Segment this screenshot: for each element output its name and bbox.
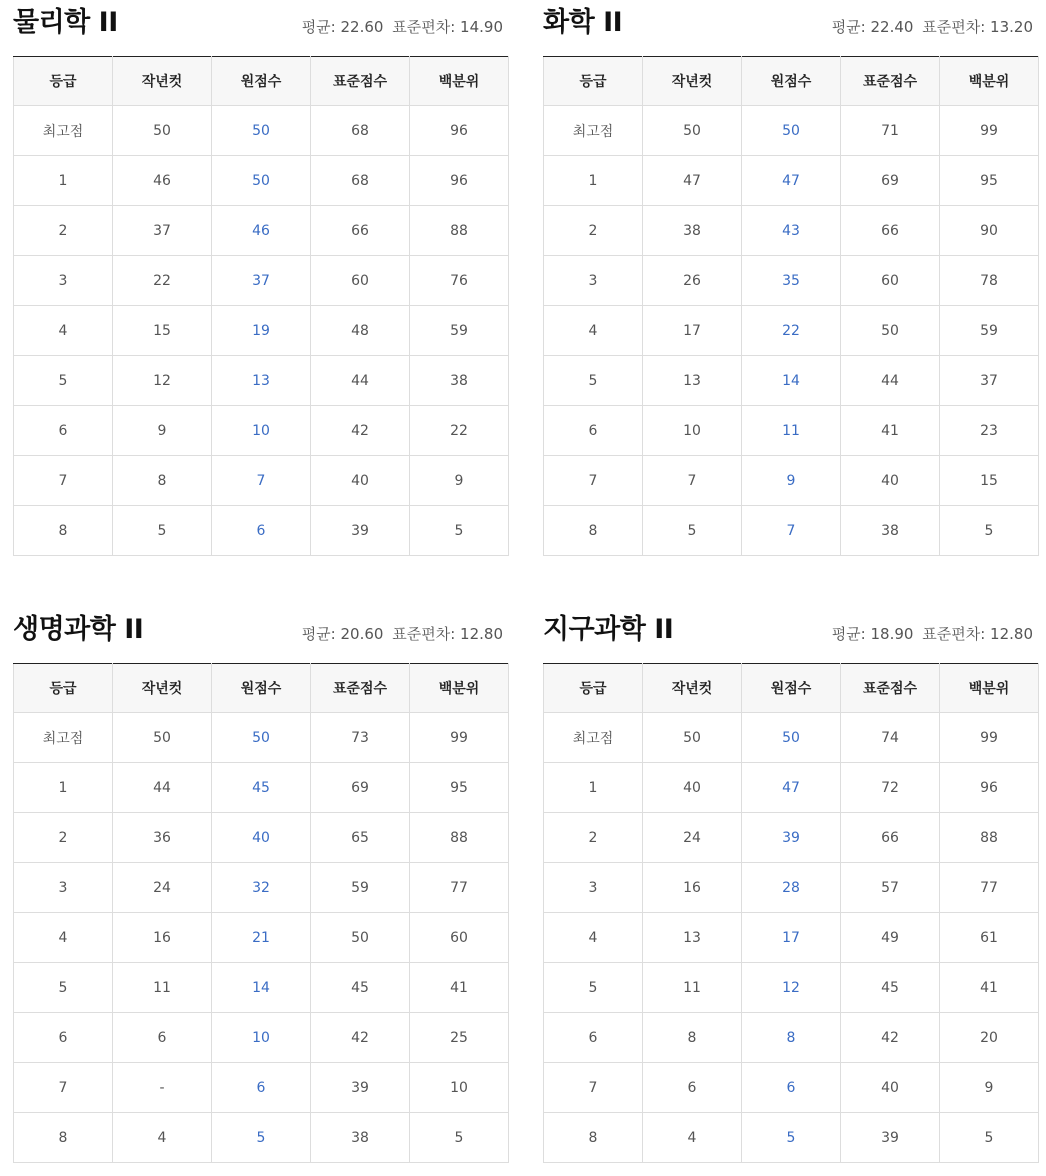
percentile-cell: 9 <box>410 456 509 506</box>
table-row <box>14 1113 509 1163</box>
raw-score-cell: 50 <box>212 156 311 206</box>
last-year-cut-cell: 5 <box>643 506 742 556</box>
percentile-cell: 77 <box>940 863 1039 913</box>
standard-score-cell: 71 <box>841 106 940 156</box>
grade-cell: 2 <box>544 813 643 863</box>
percentile-cell: 10 <box>410 1063 509 1113</box>
percentile-cell: 88 <box>410 813 509 863</box>
percentile-cell: 88 <box>940 813 1039 863</box>
percentile-cell: 78 <box>940 256 1039 306</box>
standard-score-cell: 40 <box>841 1063 940 1113</box>
percentile-cell: 96 <box>410 156 509 206</box>
standard-score-cell: 49 <box>841 913 940 963</box>
grade-table <box>13 663 509 1163</box>
column-header-raw-score: 원점수 <box>212 664 311 713</box>
raw-score-cell: 50 <box>742 106 841 156</box>
raw-score-cell: 50 <box>212 106 311 156</box>
grade-cell: 6 <box>544 406 643 456</box>
raw-score-cell: 5 <box>212 1113 311 1163</box>
standard-score-cell: 69 <box>311 763 410 813</box>
column-header-grade: 등급 <box>14 664 113 713</box>
standard-score-cell: 41 <box>841 406 940 456</box>
column-header-last-year-cut: 작년컷 <box>113 664 212 713</box>
grade-cell: 최고점 <box>544 713 643 763</box>
raw-score-cell: 11 <box>742 406 841 456</box>
percentile-cell: 76 <box>410 256 509 306</box>
last-year-cut-cell: 44 <box>113 763 212 813</box>
standard-score-cell: 68 <box>311 156 410 206</box>
raw-score-cell: 28 <box>742 863 841 913</box>
standard-score-cell: 44 <box>841 356 940 406</box>
last-year-cut-cell: 13 <box>643 356 742 406</box>
last-year-cut-cell: 37 <box>113 206 212 256</box>
last-year-cut-cell: 17 <box>643 306 742 356</box>
average-label: 평균: <box>301 18 336 36</box>
std-dev-label: 표준편차: <box>392 625 456 643</box>
raw-score-cell: 5 <box>742 1113 841 1163</box>
std-dev-value: 12.80 <box>990 625 1033 643</box>
panel-title: 생명과학 II <box>13 614 144 645</box>
grade-cell: 8 <box>544 506 643 556</box>
column-header-percentile: 백분위 <box>410 57 509 106</box>
percentile-cell: 37 <box>940 356 1039 406</box>
percentile-cell: 5 <box>940 506 1039 556</box>
percentile-cell: 99 <box>940 713 1039 763</box>
raw-score-cell: 45 <box>212 763 311 813</box>
table-row <box>14 1013 509 1063</box>
percentile-cell: 95 <box>940 156 1039 206</box>
subject-panel-physics-2 <box>13 6 503 556</box>
average-value: 18.90 <box>870 625 914 643</box>
panel-title: 물리학 II <box>13 7 118 38</box>
percentile-cell: 95 <box>410 763 509 813</box>
raw-score-cell: 21 <box>212 913 311 963</box>
percentile-cell: 99 <box>940 106 1039 156</box>
raw-score-cell: 10 <box>212 1013 311 1063</box>
last-year-cut-cell: 24 <box>113 863 212 913</box>
panel-header <box>13 6 503 56</box>
panel-stats <box>302 16 503 38</box>
grade-cell: 7 <box>544 456 643 506</box>
percentile-cell: 22 <box>410 406 509 456</box>
percentile-cell: 90 <box>940 206 1039 256</box>
last-year-cut-cell: 16 <box>643 863 742 913</box>
grade-cell: 3 <box>544 256 643 306</box>
raw-score-cell: 6 <box>212 506 311 556</box>
table-header-row <box>544 57 1039 106</box>
raw-score-cell: 10 <box>212 406 311 456</box>
grade-cell: 8 <box>14 506 113 556</box>
grade-cell: 최고점 <box>14 106 113 156</box>
standard-score-cell: 60 <box>841 256 940 306</box>
column-header-standard-score: 표준점수 <box>841 664 940 713</box>
last-year-cut-cell: 15 <box>113 306 212 356</box>
last-year-cut-cell: 40 <box>643 763 742 813</box>
table-row <box>544 456 1039 506</box>
percentile-cell: 99 <box>410 713 509 763</box>
last-year-cut-cell: 24 <box>643 813 742 863</box>
column-header-grade: 등급 <box>544 57 643 106</box>
raw-score-cell: 37 <box>212 256 311 306</box>
standard-score-cell: 68 <box>311 106 410 156</box>
last-year-cut-cell: 11 <box>643 963 742 1013</box>
grade-cell: 1 <box>544 763 643 813</box>
table-row <box>14 1063 509 1113</box>
table-row <box>544 763 1039 813</box>
last-year-cut-cell: 46 <box>113 156 212 206</box>
last-year-cut-cell: 47 <box>643 156 742 206</box>
table-row <box>14 206 509 256</box>
percentile-cell: 5 <box>410 1113 509 1163</box>
standard-score-cell: 72 <box>841 763 940 813</box>
table-row <box>544 206 1039 256</box>
table-row <box>14 506 509 556</box>
column-header-standard-score: 표준점수 <box>311 57 410 106</box>
last-year-cut-cell: 22 <box>113 256 212 306</box>
grade-cell: 4 <box>14 913 113 963</box>
table-row <box>544 1113 1039 1163</box>
average-value: 22.60 <box>340 18 384 36</box>
percentile-cell: 59 <box>410 306 509 356</box>
last-year-cut-cell: 7 <box>643 456 742 506</box>
subject-panel-life-science-2 <box>13 613 503 1163</box>
table-row <box>14 256 509 306</box>
raw-score-cell: 9 <box>742 456 841 506</box>
table-header-row <box>14 57 509 106</box>
percentile-cell: 23 <box>940 406 1039 456</box>
standard-score-cell: 38 <box>841 506 940 556</box>
percentile-cell: 15 <box>940 456 1039 506</box>
table-row <box>544 256 1039 306</box>
std-dev-label: 표준편차: <box>922 18 986 36</box>
last-year-cut-cell: 50 <box>643 106 742 156</box>
table-row <box>544 506 1039 556</box>
raw-score-cell: 32 <box>212 863 311 913</box>
raw-score-cell: 43 <box>742 206 841 256</box>
panel-header <box>543 613 1033 663</box>
grade-cell: 3 <box>14 863 113 913</box>
percentile-cell: 41 <box>940 963 1039 1013</box>
table-header-row <box>14 664 509 713</box>
standard-score-cell: 50 <box>311 913 410 963</box>
last-year-cut-cell: - <box>113 1063 212 1113</box>
percentile-cell: 96 <box>410 106 509 156</box>
grade-table <box>543 663 1039 1163</box>
standard-score-cell: 73 <box>311 713 410 763</box>
standard-score-cell: 69 <box>841 156 940 206</box>
table-row <box>14 306 509 356</box>
last-year-cut-cell: 13 <box>643 913 742 963</box>
percentile-cell: 20 <box>940 1013 1039 1063</box>
average-label: 평균: <box>831 625 866 643</box>
grade-cell: 1 <box>544 156 643 206</box>
grade-cell: 7 <box>14 456 113 506</box>
raw-score-cell: 50 <box>212 713 311 763</box>
percentile-cell: 5 <box>940 1113 1039 1163</box>
percentile-cell: 59 <box>940 306 1039 356</box>
last-year-cut-cell: 26 <box>643 256 742 306</box>
standard-score-cell: 40 <box>311 456 410 506</box>
last-year-cut-cell: 36 <box>113 813 212 863</box>
grade-cell: 3 <box>14 256 113 306</box>
last-year-cut-cell: 5 <box>113 506 212 556</box>
grade-cell: 3 <box>544 863 643 913</box>
standard-score-cell: 44 <box>311 356 410 406</box>
column-header-standard-score: 표준점수 <box>841 57 940 106</box>
column-header-last-year-cut: 작년컷 <box>113 57 212 106</box>
subject-panel-chemistry-2 <box>543 6 1033 556</box>
subject-panel-earth-science-2 <box>543 613 1033 1163</box>
panel-title: 화학 II <box>543 7 623 38</box>
raw-score-cell: 8 <box>742 1013 841 1063</box>
percentile-cell: 88 <box>410 206 509 256</box>
grade-cell: 1 <box>14 763 113 813</box>
last-year-cut-cell: 11 <box>113 963 212 1013</box>
table-row <box>544 1063 1039 1113</box>
last-year-cut-cell: 4 <box>113 1113 212 1163</box>
percentile-cell: 41 <box>410 963 509 1013</box>
grade-table <box>543 56 1039 556</box>
table-row <box>544 963 1039 1013</box>
standard-score-cell: 60 <box>311 256 410 306</box>
grade-cell: 8 <box>544 1113 643 1163</box>
raw-score-cell: 6 <box>742 1063 841 1113</box>
grade-cell: 최고점 <box>14 713 113 763</box>
std-dev-value: 12.80 <box>460 625 503 643</box>
percentile-cell: 61 <box>940 913 1039 963</box>
grade-cell: 4 <box>544 913 643 963</box>
standard-score-cell: 42 <box>311 1013 410 1063</box>
grade-cell: 6 <box>14 1013 113 1063</box>
standard-score-cell: 48 <box>311 306 410 356</box>
table-row <box>14 456 509 506</box>
table-row <box>14 863 509 913</box>
standard-score-cell: 38 <box>311 1113 410 1163</box>
raw-score-cell: 35 <box>742 256 841 306</box>
raw-score-cell: 46 <box>212 206 311 256</box>
grade-cell: 7 <box>544 1063 643 1113</box>
standard-score-cell: 50 <box>841 306 940 356</box>
panel-header <box>13 613 503 663</box>
raw-score-cell: 50 <box>742 713 841 763</box>
panel-title: 지구과학 II <box>543 614 674 645</box>
percentile-cell: 25 <box>410 1013 509 1063</box>
table-row <box>14 713 509 763</box>
column-header-raw-score: 원점수 <box>742 664 841 713</box>
panel-stats <box>302 623 503 645</box>
table-row <box>544 356 1039 406</box>
raw-score-cell: 40 <box>212 813 311 863</box>
panel-header <box>543 6 1033 56</box>
raw-score-cell: 47 <box>742 763 841 813</box>
table-row <box>544 713 1039 763</box>
column-header-standard-score: 표준점수 <box>311 664 410 713</box>
percentile-cell: 77 <box>410 863 509 913</box>
table-row <box>544 106 1039 156</box>
last-year-cut-cell: 8 <box>113 456 212 506</box>
raw-score-cell: 14 <box>212 963 311 1013</box>
column-header-last-year-cut: 작년컷 <box>643 57 742 106</box>
grade-cell: 2 <box>14 206 113 256</box>
table-header-row <box>544 664 1039 713</box>
column-header-grade: 등급 <box>14 57 113 106</box>
grade-cell: 8 <box>14 1113 113 1163</box>
last-year-cut-cell: 50 <box>643 713 742 763</box>
standard-score-cell: 42 <box>841 1013 940 1063</box>
std-dev-label: 표준편차: <box>392 18 456 36</box>
column-header-grade: 등급 <box>544 664 643 713</box>
grade-cell: 6 <box>14 406 113 456</box>
grade-cell: 5 <box>544 356 643 406</box>
last-year-cut-cell: 50 <box>113 106 212 156</box>
average-value: 20.60 <box>340 625 384 643</box>
standard-score-cell: 57 <box>841 863 940 913</box>
standard-score-cell: 40 <box>841 456 940 506</box>
std-dev-value: 14.90 <box>460 18 503 36</box>
raw-score-cell: 12 <box>742 963 841 1013</box>
raw-score-cell: 17 <box>742 913 841 963</box>
percentile-cell: 60 <box>410 913 509 963</box>
table-row <box>544 156 1039 206</box>
grade-cell: 7 <box>14 1063 113 1113</box>
grade-cell: 2 <box>544 206 643 256</box>
column-header-raw-score: 원점수 <box>212 57 311 106</box>
grade-table <box>13 56 509 556</box>
table-row <box>14 813 509 863</box>
grade-cell: 5 <box>14 963 113 1013</box>
column-header-percentile: 백분위 <box>940 664 1039 713</box>
percentile-cell: 5 <box>410 506 509 556</box>
standard-score-cell: 66 <box>841 813 940 863</box>
last-year-cut-cell: 8 <box>643 1013 742 1063</box>
std-dev-value: 13.20 <box>990 18 1033 36</box>
table-row <box>544 406 1039 456</box>
average-value: 22.40 <box>870 18 914 36</box>
panel-stats <box>832 16 1033 38</box>
grade-cell: 6 <box>544 1013 643 1063</box>
standard-score-cell: 39 <box>841 1113 940 1163</box>
table-row <box>544 913 1039 963</box>
std-dev-label: 표준편차: <box>922 625 986 643</box>
grade-cell: 4 <box>14 306 113 356</box>
raw-score-cell: 6 <box>212 1063 311 1113</box>
last-year-cut-cell: 6 <box>643 1063 742 1113</box>
table-row <box>544 306 1039 356</box>
table-row <box>14 356 509 406</box>
table-row <box>14 156 509 206</box>
panel-stats <box>832 623 1033 645</box>
last-year-cut-cell: 10 <box>643 406 742 456</box>
column-header-percentile: 백분위 <box>410 664 509 713</box>
table-row <box>544 863 1039 913</box>
grade-cell: 5 <box>544 963 643 1013</box>
last-year-cut-cell: 4 <box>643 1113 742 1163</box>
grade-cell: 2 <box>14 813 113 863</box>
standard-score-cell: 59 <box>311 863 410 913</box>
grade-cell: 5 <box>14 356 113 406</box>
standard-score-cell: 66 <box>311 206 410 256</box>
table-row <box>544 1013 1039 1063</box>
raw-score-cell: 47 <box>742 156 841 206</box>
last-year-cut-cell: 50 <box>113 713 212 763</box>
standard-score-cell: 42 <box>311 406 410 456</box>
standard-score-cell: 45 <box>311 963 410 1013</box>
column-header-percentile: 백분위 <box>940 57 1039 106</box>
average-label: 평균: <box>831 18 866 36</box>
standard-score-cell: 39 <box>311 1063 410 1113</box>
table-row <box>14 406 509 456</box>
table-row <box>544 813 1039 863</box>
percentile-cell: 96 <box>940 763 1039 813</box>
standard-score-cell: 65 <box>311 813 410 863</box>
average-label: 평균: <box>301 625 336 643</box>
grade-cell: 최고점 <box>544 106 643 156</box>
table-row <box>14 106 509 156</box>
standard-score-cell: 39 <box>311 506 410 556</box>
column-header-raw-score: 원점수 <box>742 57 841 106</box>
grade-cell: 1 <box>14 156 113 206</box>
last-year-cut-cell: 12 <box>113 356 212 406</box>
table-row <box>14 763 509 813</box>
percentile-cell: 9 <box>940 1063 1039 1113</box>
standard-score-cell: 74 <box>841 713 940 763</box>
last-year-cut-cell: 38 <box>643 206 742 256</box>
standard-score-cell: 45 <box>841 963 940 1013</box>
column-header-last-year-cut: 작년컷 <box>643 664 742 713</box>
raw-score-cell: 39 <box>742 813 841 863</box>
raw-score-cell: 13 <box>212 356 311 406</box>
last-year-cut-cell: 9 <box>113 406 212 456</box>
table-row <box>14 963 509 1013</box>
raw-score-cell: 14 <box>742 356 841 406</box>
last-year-cut-cell: 16 <box>113 913 212 963</box>
raw-score-cell: 22 <box>742 306 841 356</box>
raw-score-cell: 7 <box>742 506 841 556</box>
last-year-cut-cell: 6 <box>113 1013 212 1063</box>
percentile-cell: 38 <box>410 356 509 406</box>
table-row <box>14 913 509 963</box>
standard-score-cell: 66 <box>841 206 940 256</box>
raw-score-cell: 19 <box>212 306 311 356</box>
grade-cell: 4 <box>544 306 643 356</box>
raw-score-cell: 7 <box>212 456 311 506</box>
